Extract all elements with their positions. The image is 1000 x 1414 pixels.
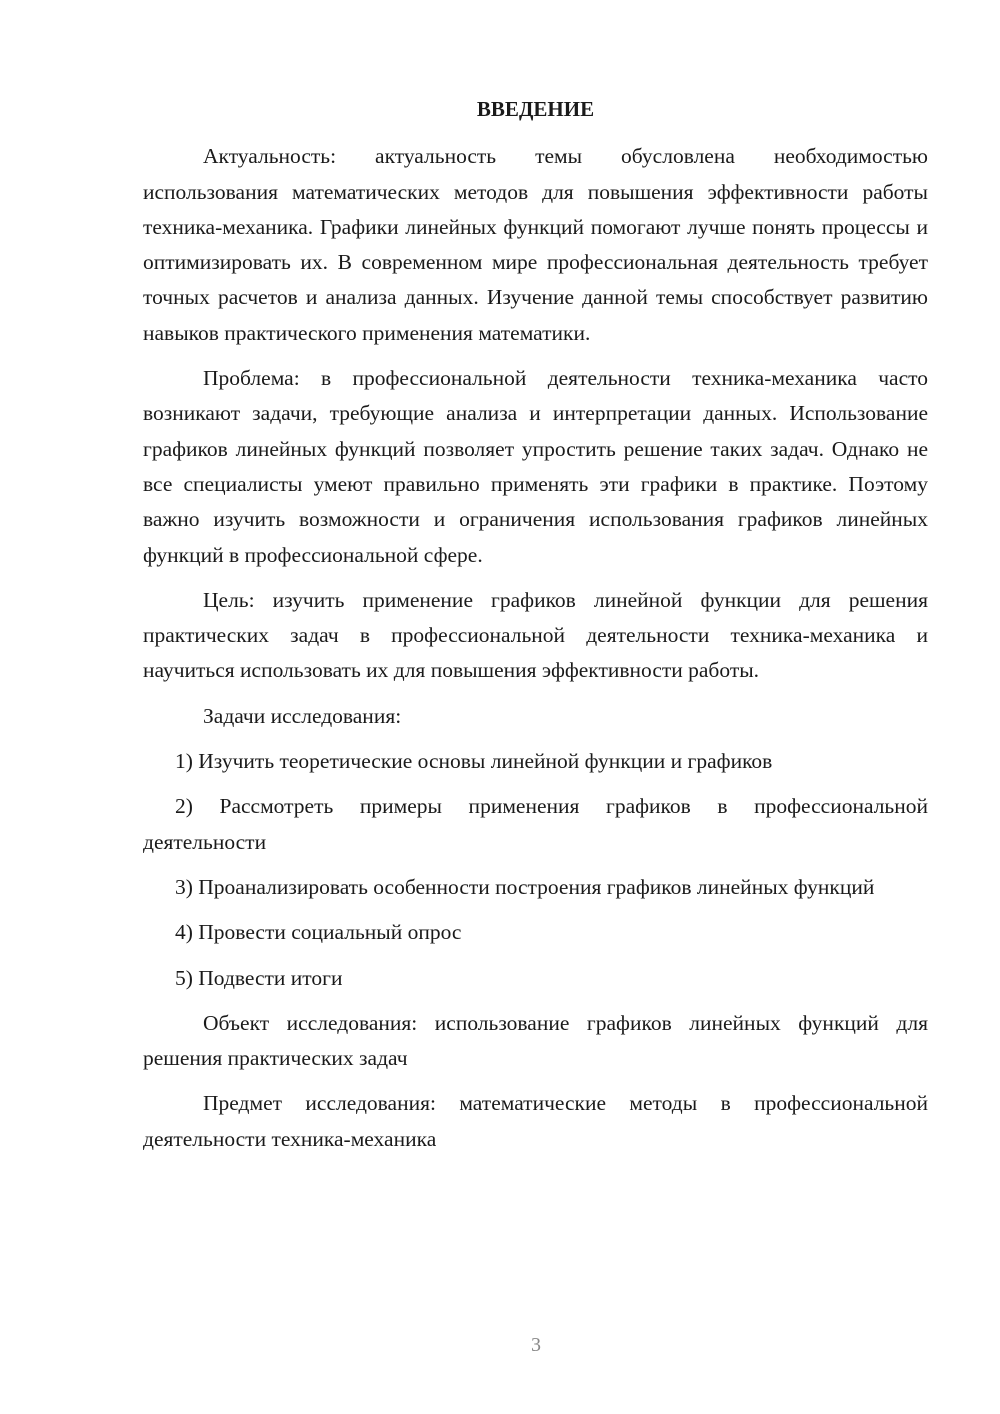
section-title: ВВЕДЕНИЕ	[476, 97, 595, 121]
document-page	[143, 92, 928, 1167]
task-item-3: 3) Проанализировать особенности построения графиков линейных функций	[175, 874, 875, 899]
goal-paragraph: Цель: изучить применение графиков линейной функции для решения практических задач в профессиональной деятельности техника-механика и научиться использовать их для повышения эффективности работы.	[143, 587, 928, 683]
task-item-5: 5) Подвести итоги	[175, 965, 343, 990]
page-number: 3	[531, 1334, 541, 1356]
task-item-1: 1) Изучить теоретические основы линейной функции и графиков	[175, 749, 773, 774]
task-item-2: 2) Рассмотреть примеры применения графиков в профессиональной деятельности	[143, 794, 928, 854]
object-paragraph: Объект исследования: использование графиков линейных функций для решения практических задач	[143, 1010, 928, 1071]
task-item-4: 4) Провести социальный опрос	[175, 920, 462, 945]
tasks-heading: Задачи исследования:	[203, 703, 402, 728]
relevance-paragraph: Актуальность: актуальность темы обусловлена необходимостью использования математических методов для повышения эффективности работы техника-механика. Графики линейных функций помогают лучше понять процессы и оптимизировать их. В современном мире профессиональная деятельность требует точных расчетов и анализа данных. Изучение данной темы способствует развитию навыков практического применения математики.	[143, 144, 928, 345]
problem-paragraph: Проблема: в профессиональной деятельности техника-механика часто возникают задачи, требующие анализа и интерпретации данных. Использование графиков линейных функций позволяет упростить решение таких задач. Однако не все специалисты умеют правильно применять эти графики в практике. Поэтому важно изучить возможности и ограничения использования графиков линейных функций в профессиональной сфере.	[143, 366, 928, 567]
subject-paragraph: Предмет исследования: математические методы в профессиональной деятельности техника-механика	[143, 1091, 928, 1151]
